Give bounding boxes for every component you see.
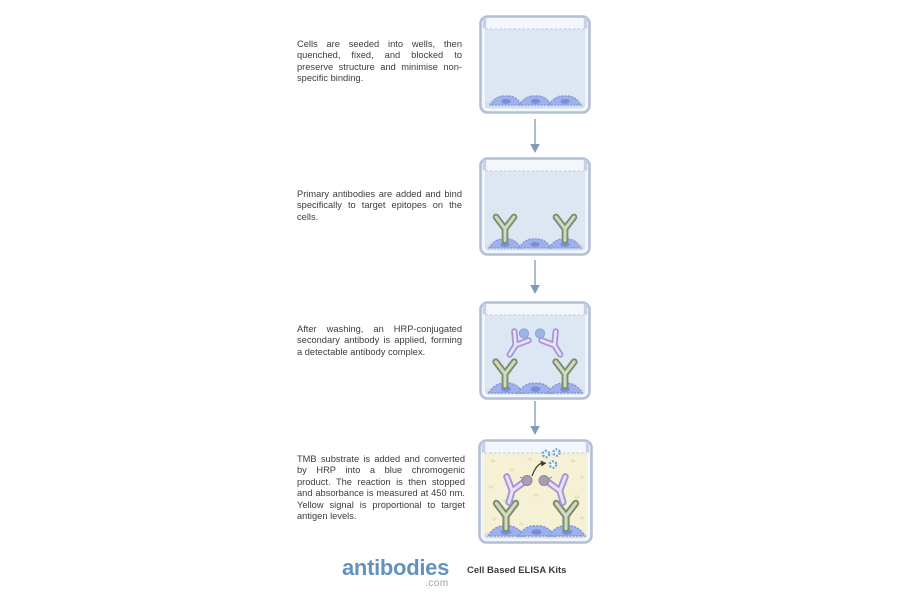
well-rim-left — [483, 18, 486, 29]
brand-logo: antibodies — [342, 555, 450, 580]
step3-description: After washing, an HRP-conjugated secondary antibody is applied, forming a detectable antibody complex. — [297, 324, 462, 357]
well-rim-left — [483, 304, 486, 315]
hrp-enzyme-icon — [535, 329, 544, 338]
tmb-product-icon — [553, 449, 559, 455]
well-rim-right — [584, 304, 587, 315]
well-rim-right — [584, 160, 587, 171]
hrp-enzyme-icon — [519, 329, 528, 338]
step1-well-illustration — [479, 15, 591, 115]
product-line-label: Cell Based ELISA Kits — [467, 565, 567, 576]
well-rim-right — [584, 18, 587, 29]
well-rim-left — [482, 442, 485, 453]
step2-well-illustration — [479, 157, 591, 257]
tmb-product-icon — [550, 461, 556, 467]
step3-well-illustration — [479, 301, 591, 401]
down-arrow-icon — [528, 400, 542, 436]
step4-well-illustration — [478, 439, 593, 545]
tmb-product-icon — [543, 451, 549, 457]
well-rim-left — [483, 160, 486, 171]
well-liquid — [485, 315, 585, 395]
hrp-enzyme-icon — [522, 476, 532, 486]
hrp-enzyme-icon — [539, 476, 549, 486]
step1-description: Cells are seeded into wells, then quenched, fixed, and blocked to preserve structure and minimise non-specific binding. — [297, 39, 462, 84]
down-arrow-icon — [528, 259, 542, 295]
well-rim-right — [586, 442, 589, 453]
step2-description: Primary antibodies are added and bind specifically to target epitopes on the cells. — [297, 189, 462, 222]
brand-domain-suffix: .com — [425, 578, 449, 589]
down-arrow-icon — [528, 118, 542, 154]
step4-description: TMB substrate is added and converted by HRP into a blue chromogenic product. The reaction is then stopped and absorbance is measured at 450 nm. Yellow signal is proportional to target antigen levels. — [297, 454, 465, 522]
